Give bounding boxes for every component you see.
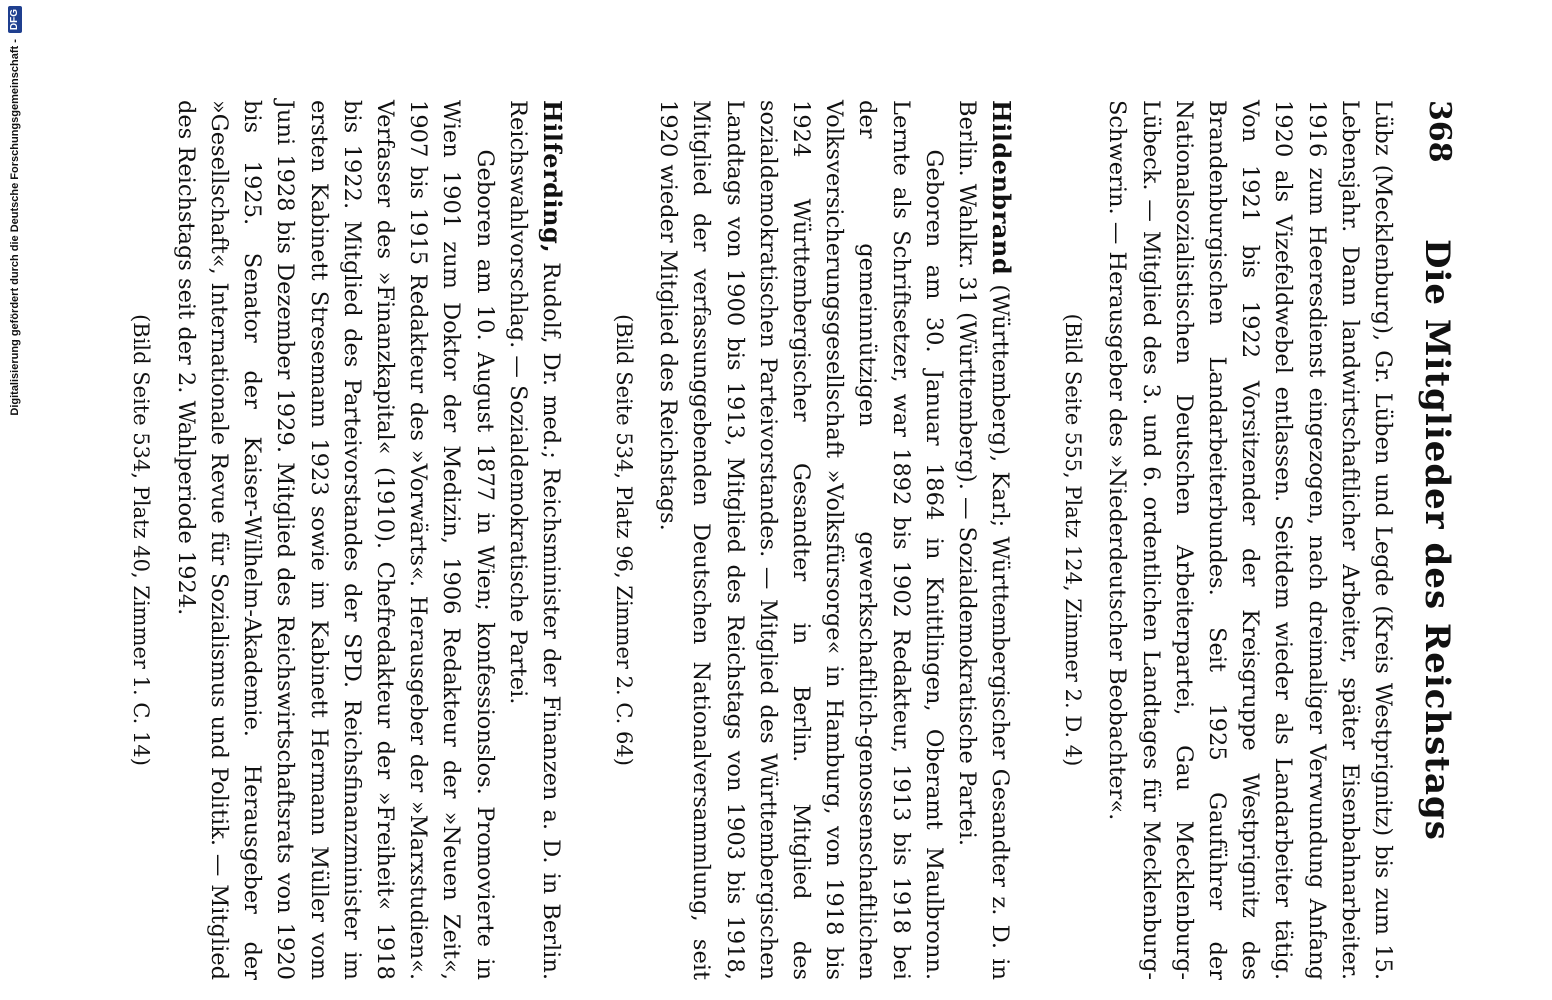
entry-body: Geboren am 10. August 1877 in Wien; konfessionslos. Promovierte in Wien 1901 zum Doktor der Medizin, 1906 Redakteur der »Neuen Zeit«, 1907 bis 1915 Redakteur des »Vorwärts«. Herausgeber der »Marxstudien«. Verfasser des »Finanzkapital« (1910). Chefredakteur der »Freiheit« 1918 bis 1922. Mitglied des Parteivorstandes der SPD. Reichsfinanzminister im ersten Kabinett Stresemann 1923 sowie im Kabinett Hermann Müller vom Juni 1928 bis Dezember 1929. Mitglied des Reichswirtschaftsrats von 1920 bis 1925. Senator der Kaiser-Wilhelm-Akademie. Herausgeber der »Gesellschaft«, Internationale Revue für Sozialismus und Politik. — Mitglied des Reichstags seit der 2. Wahlperiode 1924. (172, 100, 498, 980)
page-number: 368 (1422, 100, 1457, 163)
page-body (87, 100, 1400, 980)
entry-header-text: (Württemberg), Karl; Württembergischer Gesandter z. D. in Berlin. Wahlkr. 31 (Württemberg). — Sozialdemokratische Partei. (953, 100, 1014, 980)
entry-name: Hilferding, (537, 100, 567, 254)
entry-caption: (Bild Seite 555, Platz 124, Zimmer 2. D. 4) (1061, 313, 1086, 767)
entry-hildenbrand (609, 100, 1018, 980)
page-content (77, 100, 1457, 980)
entry-caption: (Bild Seite 534, Platz 96, Zimmer 2. C. 64) (611, 314, 636, 766)
entry-body: Geboren am 30. Januar 1864 in Knittlingen, Oberamt Maulbronn. Lernte als Schriftsetzer, war 1892 bis 1902 Redakteur, 1913 bis 1918 bei der gemeinnützigen gewerkschaftlich-genossenschaftlichen Volksversicherungsgesellschaft »Volksfürsorge« in Hamburg, von 1918 bis 1924 Württembergischer Gesandter in Berlin. Mitglied des sozialdemokratischen Parteivorstandes. — Mitglied des Württembergischen Landtags von 1900 bis 1913, Mitglied des Reichstags von 1903 bis 1918, Mitglied der verfassunggebenden Deutschen Nationalversammlung, seit 1920 wieder Mitglied des Reichstags. (655, 100, 947, 980)
digitization-credit-text: Digitalisierung gefördert durch die Deutsche Forschungsgemeinschaft - (9, 39, 21, 416)
entry-header-text: Rudolf, Dr. med.; Reichsminister der Finanzen a. D. in Berlin. Reichswahlvorschlag. — Sozialdemokratische Partei. (504, 100, 564, 980)
entry-name: Hildenbrand (987, 100, 1017, 276)
page-header-title: Die Mitglieder des Reichstags (1417, 239, 1457, 841)
entry-header (501, 100, 569, 980)
dfg-logo: DFG (8, 6, 22, 33)
entry-continuation-text: Lübz (Mecklenburg), Gr. Lüben und Legde (Kreis Westprignitz) bis zum 15. Lebensjahr. Dann landwirtschaftlicher Arbeiter, später Eisenbahnarbeiter. 1916 zum Heeresdienst eingezogen, nach dreimaliger Verwundung Anfang 1920 als Vizefeldwebel entlassen. Seitdem wieder als Landarbeiter tätig. Von 1921 bis 1922 Vorsitzender der Kreisgruppe Westprignitz des Brandenburgischen Landarbeiterbundes. Seit 1925 Gauführer der Nationalsozialistischen Deutschen Arbeiterpartei, Gau Mecklenburg-Lübeck. — Mitglied des 3. und 6. ordentlichen Landtages für Mecklenburg-Schwerin. — Herausgeber des »Niederdeutscher Beobachter«. (1104, 100, 1396, 980)
entry-header (950, 100, 1018, 980)
entry-caption: (Bild Seite 534, Platz 40, Zimmer 1. C. 14) (129, 314, 154, 766)
entry-continuation (1058, 100, 1399, 980)
running-head (1417, 100, 1457, 980)
entry-hilferding (127, 100, 569, 980)
